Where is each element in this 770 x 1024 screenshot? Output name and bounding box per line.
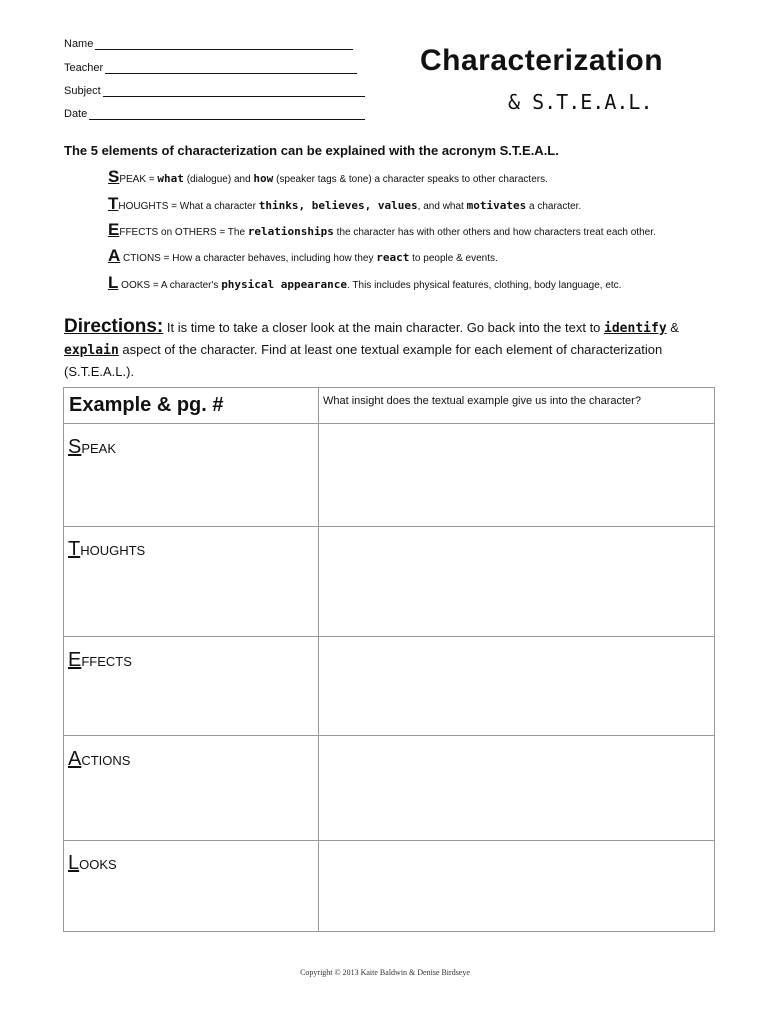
- element-text: PEAK =: [119, 174, 158, 185]
- element-text: OOKS = A character's: [118, 280, 222, 291]
- row-rest-a: CTIONS: [81, 753, 131, 768]
- element-keyword: what: [157, 172, 184, 185]
- date-label: Date: [64, 108, 88, 120]
- row-cap-a: A: [68, 748, 82, 770]
- table-divider: [64, 735, 714, 736]
- directions-text-3: aspect of the character. Find at least one textual example for each element of characterization (S.T.E.A.L.).: [64, 342, 663, 379]
- element-keyword: thinks, believes, values: [258, 199, 418, 212]
- actions-answer-cell[interactable]: [324, 740, 708, 835]
- subject-field[interactable]: [64, 85, 365, 97]
- directions-label: Directions:: [64, 316, 164, 337]
- steal-element-row: [108, 194, 581, 214]
- row-rest-l: OOKS: [79, 857, 117, 872]
- table-divider: [64, 840, 714, 841]
- subject-label: Subject: [64, 85, 101, 97]
- row-label-looks: [68, 852, 117, 875]
- element-letter: T: [108, 194, 119, 213]
- steal-element-row: [108, 167, 548, 187]
- page-title: Characterization: [420, 44, 664, 77]
- element-text: , and what: [417, 201, 467, 212]
- steal-element-row: [108, 246, 498, 266]
- element-text: the character has with other others and how characters treat each other.: [333, 227, 656, 238]
- speak-answer-cell[interactable]: [324, 428, 708, 522]
- element-keyword: how: [253, 172, 274, 185]
- steal-element-row: [108, 220, 656, 240]
- element-text: a character.: [526, 201, 582, 212]
- row-cap-e: E: [68, 649, 82, 671]
- element-text: (dialogue) and: [183, 174, 254, 185]
- steal-element-row: [108, 273, 621, 293]
- element-keyword: physical appearance: [221, 278, 348, 291]
- intro-text: The 5 elements of characterization can be explained with the acronym S.T.E.A.L.: [64, 143, 559, 158]
- name-field[interactable]: [64, 38, 353, 50]
- element-text: HOUGHTS = What a character: [118, 201, 259, 212]
- name-line[interactable]: [95, 40, 353, 50]
- row-cap-t: T: [68, 538, 81, 560]
- directions-block: [64, 316, 724, 382]
- insight-column-header: What insight does the textual example give us into the character?: [323, 395, 641, 407]
- element-keyword: relationships: [247, 225, 334, 238]
- element-text: FFECTS on OTHERS = The: [119, 227, 248, 238]
- subject-line[interactable]: [103, 87, 365, 97]
- example-column-header: Example & pg. #: [69, 394, 224, 416]
- element-text: (speaker tags & tone) a character speaks to other characters.: [273, 174, 548, 185]
- element-letter: L: [108, 273, 119, 292]
- directions-text-2: &: [666, 320, 679, 335]
- effects-answer-cell[interactable]: [324, 641, 708, 731]
- element-text: CTIONS = How a character behaves, including how they: [120, 253, 377, 264]
- element-keyword: react: [376, 251, 410, 264]
- element-text: to people & events.: [409, 253, 498, 264]
- table-divider: [64, 423, 714, 424]
- row-cap-s: S: [68, 436, 82, 458]
- steal-table: [63, 387, 715, 932]
- date-line[interactable]: [89, 110, 365, 120]
- looks-answer-cell[interactable]: [324, 845, 708, 927]
- row-label-speak: [68, 436, 116, 459]
- row-label-actions: [68, 748, 130, 771]
- teacher-label: Teacher: [64, 62, 104, 74]
- row-label-effects: [68, 649, 132, 672]
- teacher-line[interactable]: [105, 64, 357, 74]
- element-letter: S: [108, 167, 120, 186]
- element-text: . This includes physical features, clothing, body language, etc.: [347, 280, 622, 291]
- thoughts-answer-cell[interactable]: [324, 531, 708, 631]
- row-rest-e: FFECTS: [81, 654, 132, 669]
- element-letter: A: [108, 246, 121, 265]
- row-rest-s: PEAK: [81, 441, 117, 456]
- copyright-footer: Copyright © 2013 Kaite Baldwin & Denise Birdseye: [300, 968, 470, 977]
- element-letter: E: [108, 220, 120, 239]
- directions-text-1: It is time to take a closer look at the main character. Go back into the text to: [163, 320, 605, 335]
- element-keyword: motivates: [466, 199, 527, 212]
- date-field[interactable]: [64, 108, 365, 120]
- table-column-divider: [318, 388, 319, 931]
- directions-identify: identify: [604, 321, 667, 336]
- row-cap-l: L: [68, 852, 80, 874]
- teacher-field[interactable]: [64, 62, 357, 74]
- table-divider: [64, 636, 714, 637]
- row-label-thoughts: [68, 538, 145, 561]
- page-subtitle: & S.T.E.A.L.: [508, 90, 653, 114]
- name-label: Name: [64, 38, 94, 50]
- table-divider: [64, 526, 714, 527]
- row-rest-t: HOUGHTS: [80, 543, 146, 558]
- directions-explain: explain: [64, 343, 119, 358]
